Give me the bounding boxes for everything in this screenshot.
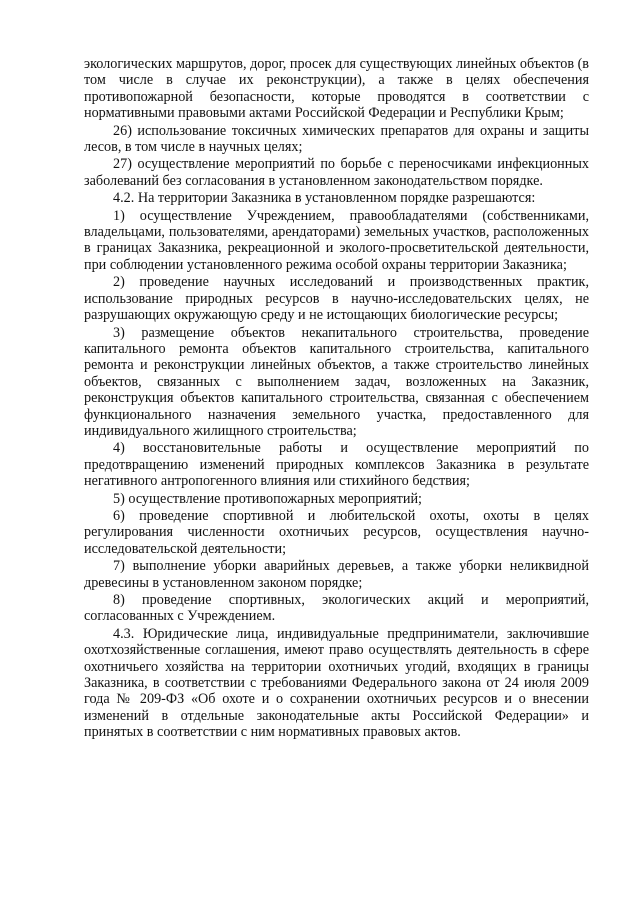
paragraph-item-3: 3) размещение объектов некапитального строительства, проведение капитального ремонта объектов капитального строительства, капитального ремонта и реконструкции линейных объектов, а также строительство линейных объектов, связанных с выполнением задач, возложенных на Заказник, реконструкция объектов капитального строительства, связанная с обеспечением функционального назначения земельного участка, предоставленного для индивидуального жилищного строительства; bbox=[84, 324, 589, 439]
paragraph-item-2: 2) проведение научных исследований и производственных практик, использование природных ресурсов в научно-исследовательских целях, не разрушающих окружающую среду и не истощающих биологические ресурсы; bbox=[84, 274, 589, 324]
paragraph-item-1: 1) осуществление Учреждением, правообладателями (собственниками, владельцами, пользователями, арендаторами) земельных участков, расположенных в границах Заказника, рекреационной и эколого-просветительской деятельности, при соблюдении установленного режима особой охраны территории Заказника; bbox=[84, 207, 589, 273]
paragraph-item-6: 6) проведение спортивной и любительской охоты, охоты в целях регулирования численности охотничьих ресурсов, осуществления научно-исследовательской деятельности; bbox=[84, 507, 589, 557]
paragraph-item-7: 7) выполнение уборки аварийных деревьев, а также уборки неликвидной древесины в установленном законом порядке; bbox=[84, 558, 589, 591]
paragraph-continuation: экологических маршрутов, дорог, просек для существующих линейных объектов (в том числе в случае их реконструкции), а также в целях обеспечения противопожарной безопасности, которые проводятся в соответствии с нормативными правовыми актами Российской Федерации и Республики Крым; bbox=[84, 56, 589, 122]
document-page bbox=[84, 56, 589, 741]
paragraph-item-27: 27) осуществление мероприятий по борьбе с переносчиками инфекционных заболеваний без согласования в установленном законодательством порядке. bbox=[84, 156, 589, 189]
paragraph-item-4: 4) восстановительные работы и осуществление мероприятий по предотвращению изменений природных комплексов Заказника в результате негативного антропогенного влияния или стихийного бедствия; bbox=[84, 440, 589, 490]
paragraph-item-5: 5) осуществление противопожарных мероприятий; bbox=[113, 490, 422, 507]
section-paragraph-4-3: 4.3. Юридические лица, индивидуальные предприниматели, заключившие охотхозяйственные соглашения, имеют право осуществлять деятельность в сфере охотничьего хозяйства на территории охотничьих угодий, входящих в границы Заказника, в соответствии с требованиями Федерального закона от 24 июля 2009 года № 209-ФЗ «Об охоте и о сохранении охотничьих ресурсов и о внесении изменений в отдельные законодательные акты Российской Федерации» и принятых в соответствии с ним нормативных правовых актов. bbox=[84, 625, 589, 741]
paragraph-item-26: 26) использование токсичных химических препаратов для охраны и защиты лесов, в том числе в научных целях; bbox=[84, 122, 589, 156]
paragraph-item-8: 8) проведение спортивных, экологических акций и мероприятий, согласованных с Учреждением. bbox=[84, 592, 589, 625]
section-heading-4-2: 4.2. На территории Заказника в установленном порядке разрешаются: bbox=[113, 190, 536, 207]
